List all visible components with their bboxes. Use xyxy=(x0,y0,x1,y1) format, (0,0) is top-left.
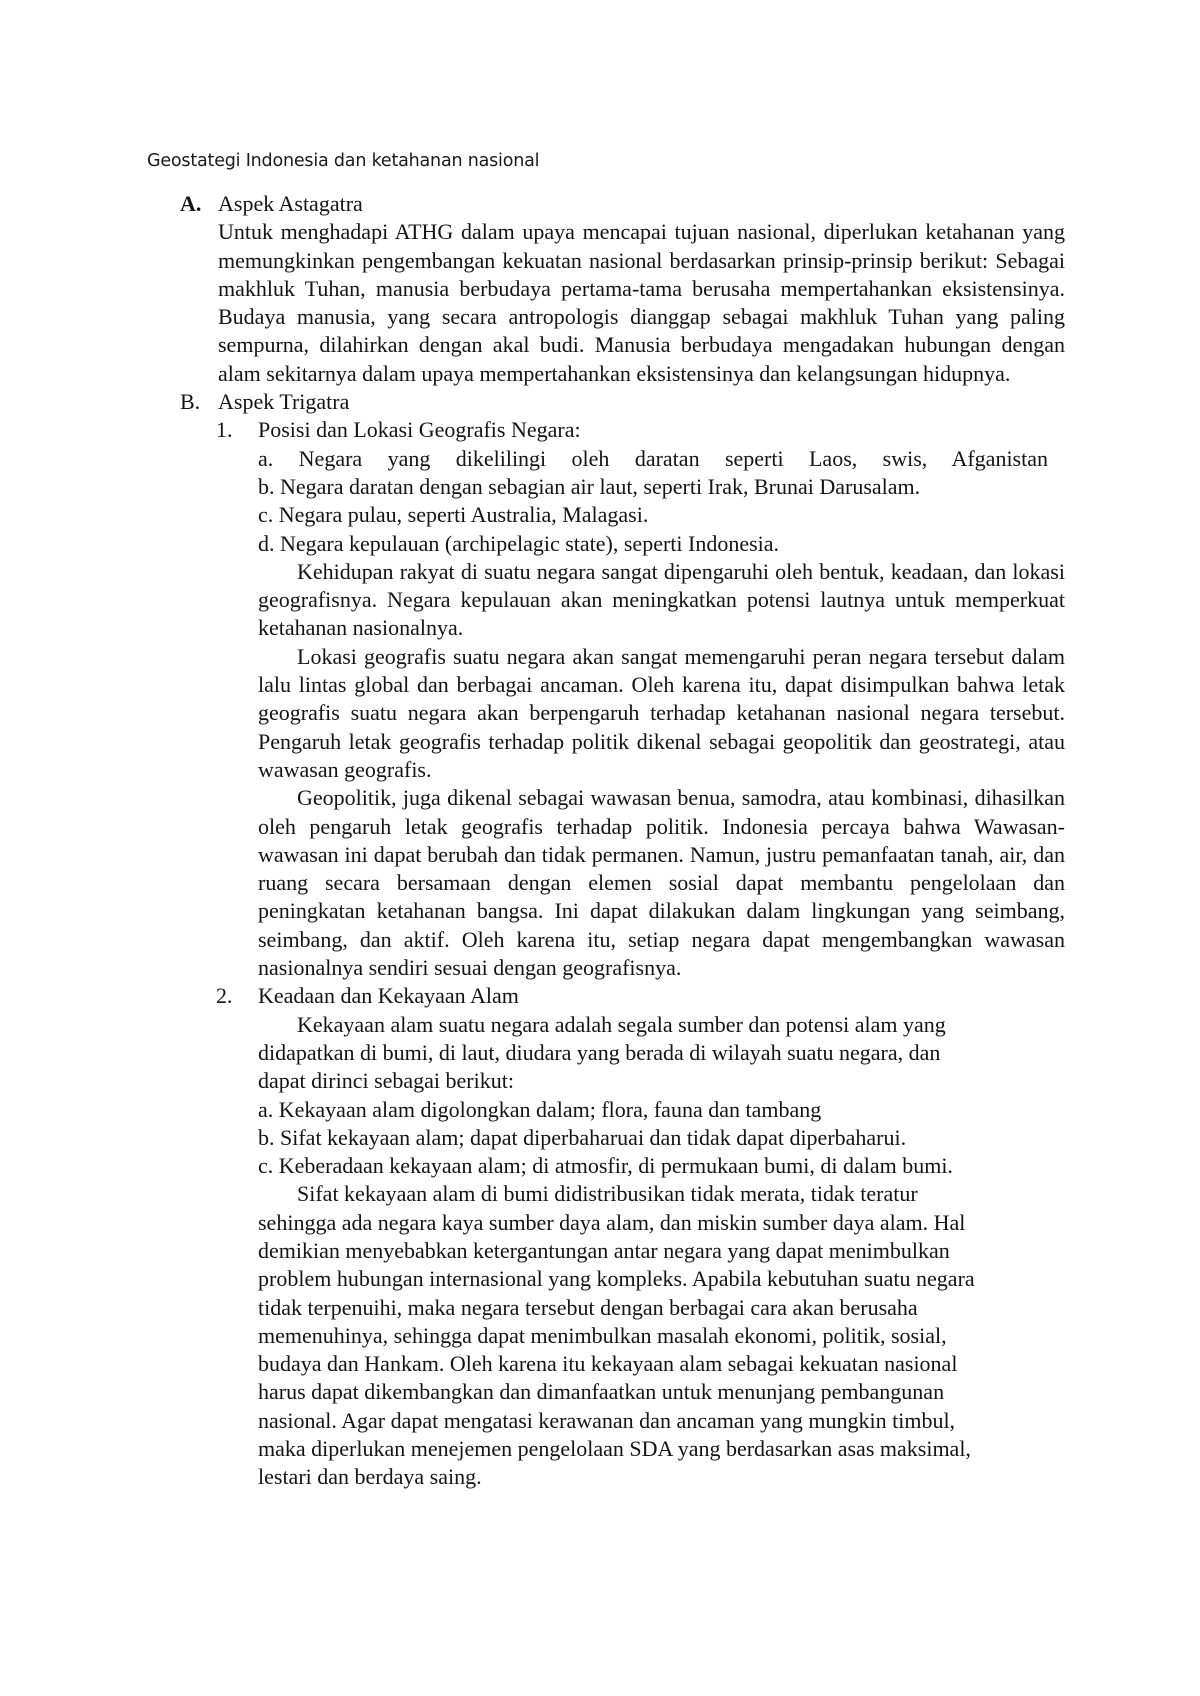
list-item: a. Kekayaan alam digolongkan dalam; flora, fauna dan tambang xyxy=(258,1096,822,1122)
subsection-1-heading-row xyxy=(216,416,1065,444)
subsection-1 xyxy=(180,416,1065,982)
section-a-paragraph: Untuk menghadapi ATHG dalam upaya mencapai tujuan nasional, diperlukan ketahanan yang memungkinkan pengembangan kekuatan nasional berdasarkan prinsip-prinsip berikut: Sebagai makhluk Tuhan, manusia berbudaya pertama-tama berusaha mempertahankan eksistensinya. Budaya manusia, yang secara antropologis dianggap sebagai makhluk Tuhan yang paling sempurna, dilahirkan dengan akal budi. Manusia berbudaya mengadakan hubungan dengan alam sekitarnya dalam upaya mempertahankan eksistensinya dan kelangsungan hidupnya. xyxy=(218,219,1065,386)
text-line: lestari dan berdaya saing. xyxy=(258,1464,482,1490)
text-line: didapatkan di bumi, di laut, diudara yang berada di wilayah suatu negara, dan xyxy=(258,1039,941,1065)
list-item: d. Negara kepulauan (archipelagic state), seperti Indonesia. xyxy=(258,530,780,556)
text-line: harus dapat dikembangkan dan dimanfaatkan untuk menunjang pembangunan xyxy=(258,1379,945,1405)
subsection-1-heading: Posisi dan Lokasi Geografis Negara: xyxy=(258,417,581,443)
list-item: a. Negara yang dikelilingi oleh daratan seperti Laos, swis, Afganistan xyxy=(258,445,1048,471)
section-a-heading-row xyxy=(180,190,1065,218)
text-line: dapat dirinci sebagai berikut: xyxy=(258,1068,514,1094)
subsection-1-number: 1. xyxy=(216,417,233,443)
subsection-2-number: 2. xyxy=(216,983,233,1009)
paragraph: Kehidupan rakyat di suatu negara sangat dipengaruhi oleh bentuk, keadaan, dan lokasi geografisnya. Negara kepulauan akan meningkatkan potensi lautnya untuk memperkuat ketahanan nasionalnya. xyxy=(258,558,1065,641)
text-line: budaya dan Hankam. Oleh karena itu kekayaan alam sebagai kekuatan nasional xyxy=(258,1351,958,1377)
section-a xyxy=(180,190,1065,388)
section-b-heading-row xyxy=(180,388,1065,416)
subsection-2 xyxy=(180,982,1065,1491)
section-b-letter: B. xyxy=(180,389,201,415)
paragraph: Geopolitik, juga dikenal sebagai wawasan benua, samodra, atau kombinasi, dihasilkan oleh pengaruh letak geografis terhadap politik. Indonesia percaya bahwa Wawasan-wawasan ini dapat berubah dan tidak permanen. Namun, justru pemanfaatan tanah, air, dan ruang secara bersamaan dengan elemen sosial dapat membantu pengelolaan dan peningkatan ketahanan bangsa. Ini dapat dilakukan dalam lingkungan yang seimbang, seimbang, dan aktif. Oleh karena itu, setiap negara dapat mengembangkan wawasan nasionalnya sendiri sesuai dengan geografisnya. xyxy=(258,785,1065,981)
section-a-letter: A. xyxy=(180,191,202,216)
list-item: b. Negara daratan dengan sebagian air laut, seperti Irak, Brunai Darusalam. xyxy=(258,473,921,499)
list-item: c. Keberadaan kekayaan alam; di atmosfir, di permukaan bumi, di dalam bumi. xyxy=(258,1153,953,1179)
list-item: b. Sifat kekayaan alam; dapat diperbaharuai dan tidak dapat diperbaharui. xyxy=(258,1124,907,1150)
document-body xyxy=(180,190,1065,1492)
section-b-heading: Aspek Trigatra xyxy=(218,389,350,415)
paragraph: Lokasi geografis suatu negara akan sangat memengaruhi peran negara tersebut dalam lalu lintas global dan berbagai ancaman. Oleh karena itu, dapat disimpulkan bahwa letak geografis suatu negara akan berpengaruh terhadap ketahanan nasional negara tersebut. Pengaruh letak geografis terhadap politik dikenal sebagai geopolitik dan geostrategi, atau wawasan geografis. xyxy=(258,643,1065,782)
list-item: c. Negara pulau, seperti Australia, Malagasi. xyxy=(258,502,649,528)
section-b xyxy=(180,388,1065,1492)
text-line: memenuhinya, sehingga dapat menimbulkan masalah ekonomi, politik, sosial, xyxy=(258,1322,947,1348)
text-line: Sifat kekayaan alam di bumi didistribusikan tidak merata, tidak teratur xyxy=(297,1181,918,1207)
text-line: problem hubungan internasional yang kompleks. Apabila kebutuhan suatu negara xyxy=(258,1266,975,1292)
text-line: demikian menyebabkan ketergantungan antar negara yang dapat menimbulkan xyxy=(258,1237,950,1263)
text-line: nasional. Agar dapat mengatasi kerawanan dan ancaman yang mungkin timbul, xyxy=(258,1407,956,1433)
subsection-2-heading-row xyxy=(216,982,1065,1010)
section-a-heading: Aspek Astagatra xyxy=(218,191,363,216)
subsection-2-heading: Keadaan dan Kekayaan Alam xyxy=(258,983,519,1009)
text-line: maka diperlukan menejemen pengelolaan SDA yang berdasarkan asas maksimal, xyxy=(258,1436,971,1462)
text-line: tidak terpenuihi, maka negara tersebut dengan berbagai cara akan berusaha xyxy=(258,1294,918,1320)
text-line: Kekayaan alam suatu negara adalah segala sumber dan potensi alam yang xyxy=(297,1011,946,1037)
document-title: Geostategi Indonesia dan ketahanan nasional xyxy=(147,151,540,171)
text-line: sehingga ada negara kaya sumber daya alam, dan miskin sumber daya alam. Hal xyxy=(258,1209,966,1235)
